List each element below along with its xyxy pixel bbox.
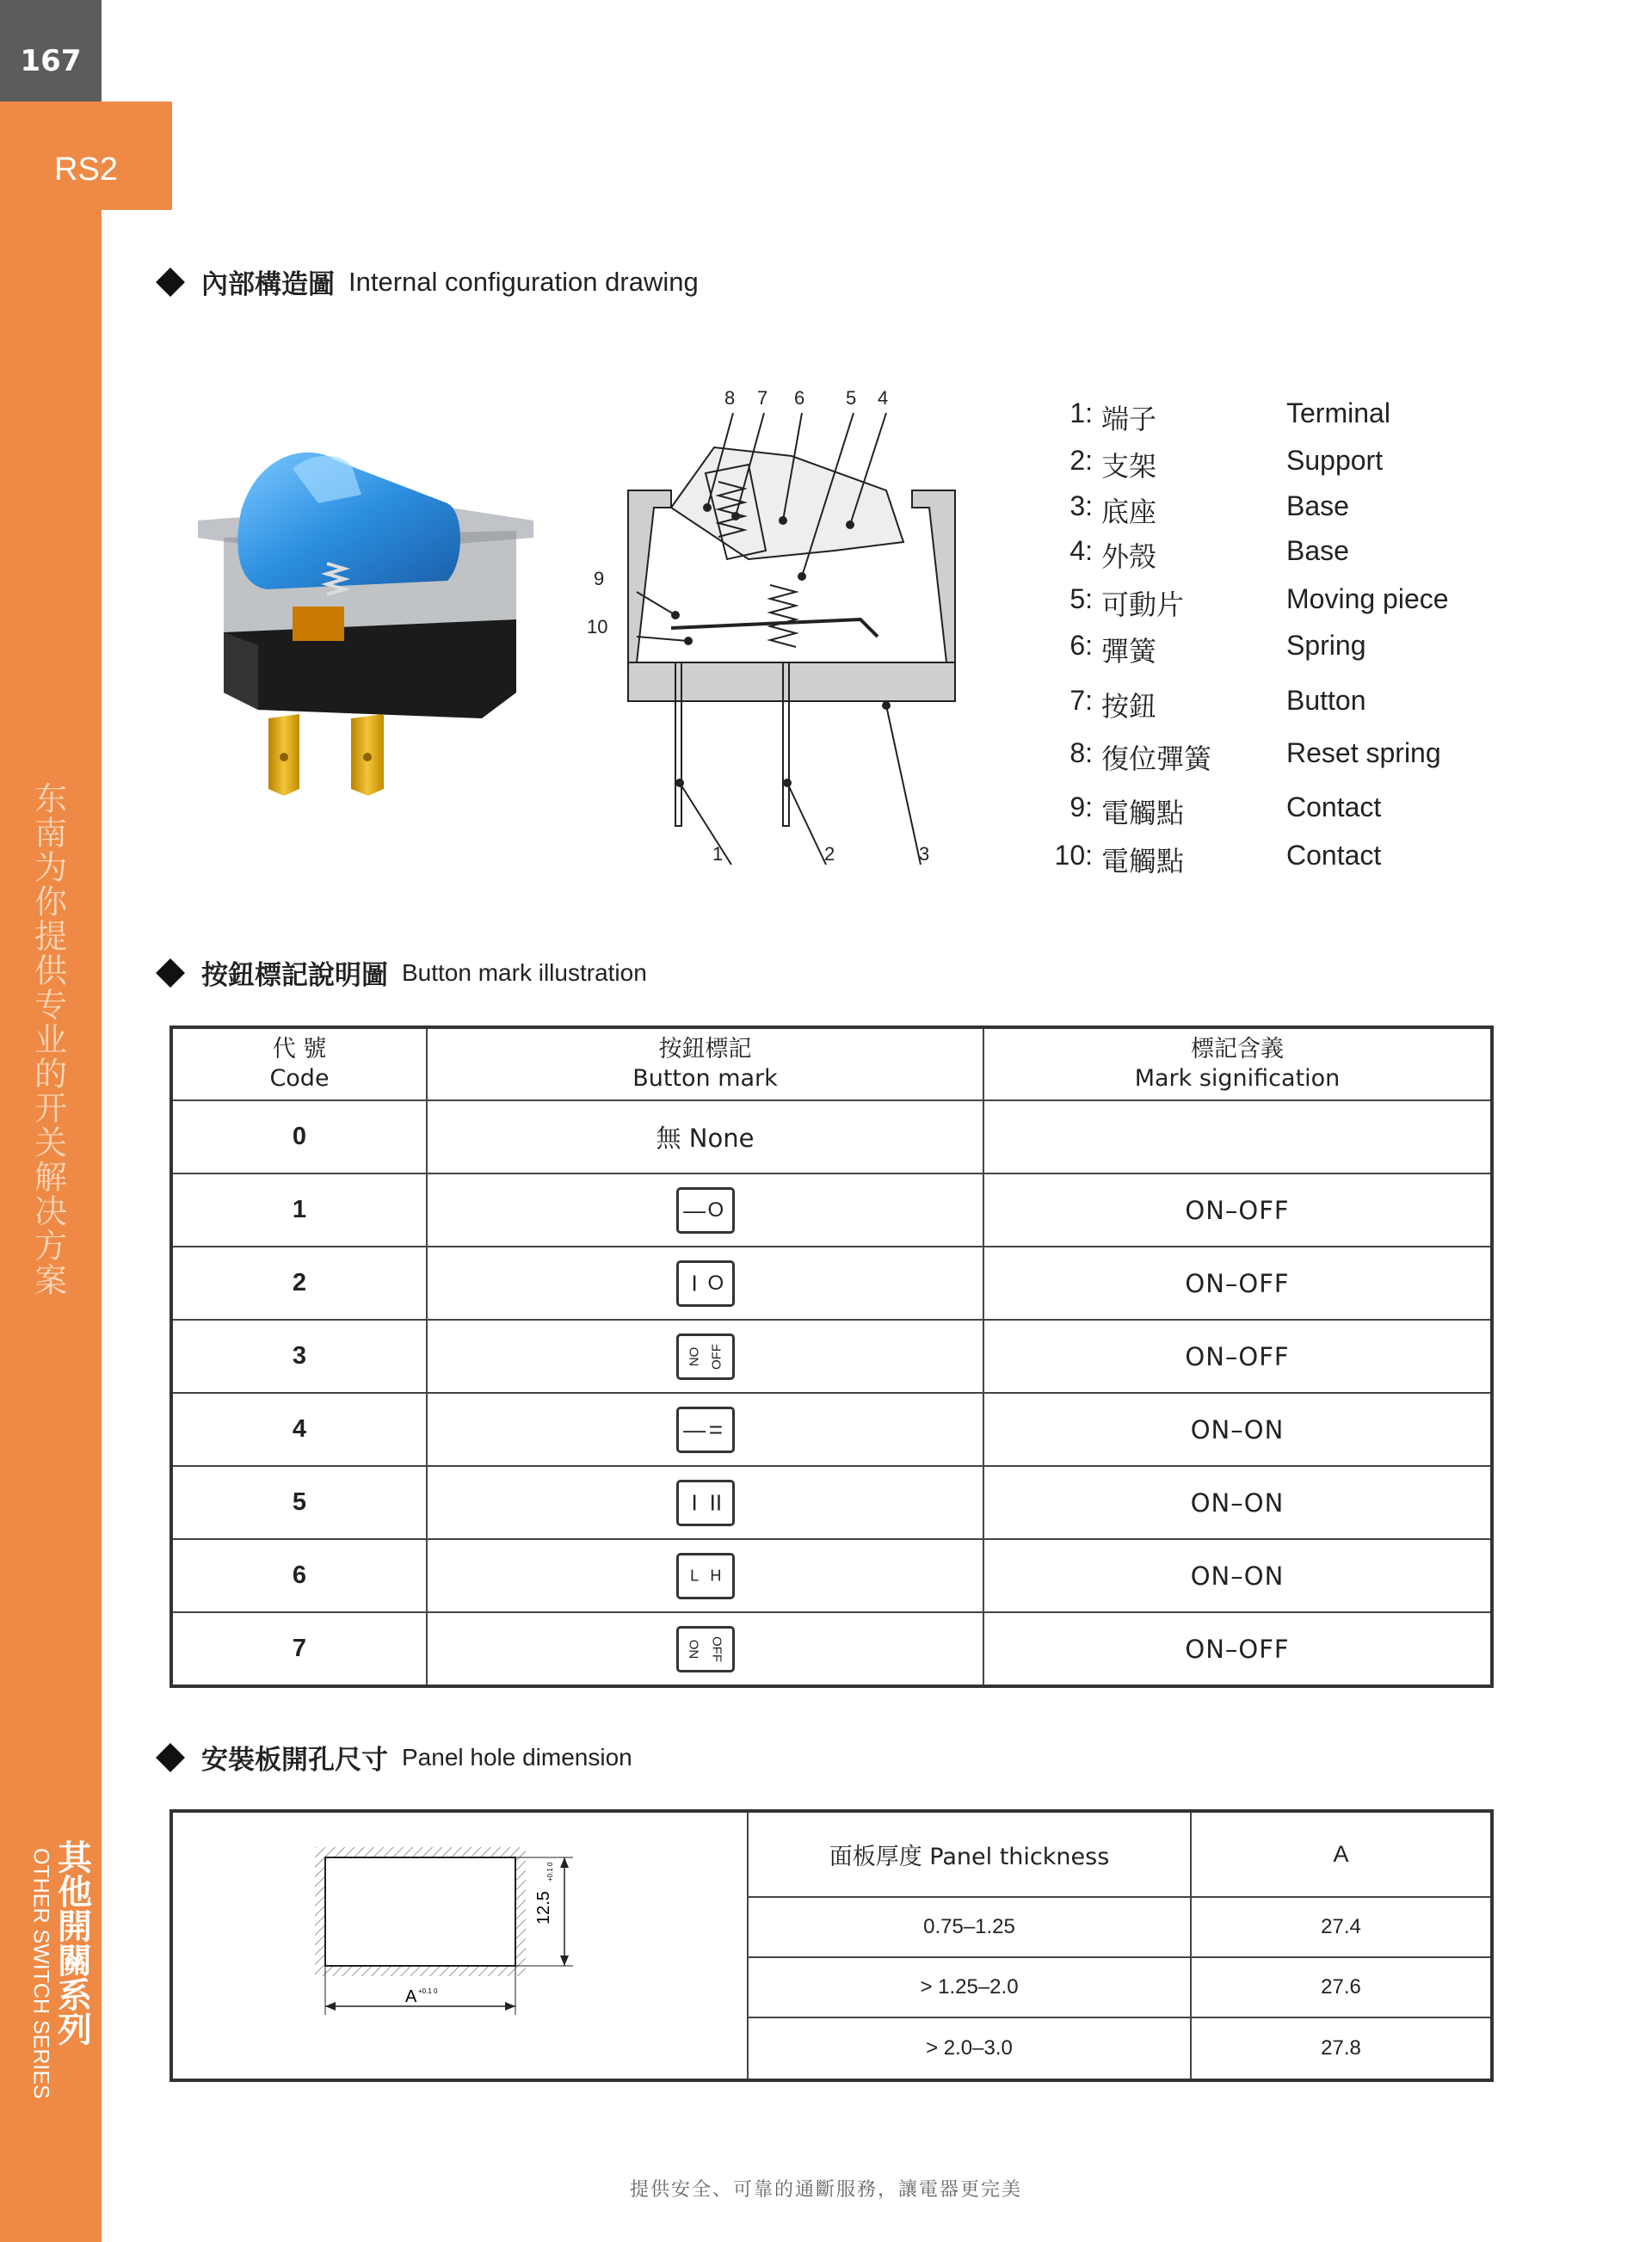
panel-hole-diagram xyxy=(315,1847,590,2045)
table-row: 4 — = ON–ON xyxy=(171,1393,1492,1466)
button-mark-table xyxy=(170,1026,1494,1688)
series-title-cn: 其他開關系列 xyxy=(52,1839,92,2046)
table-row: > 2.0–3.0 27.8 xyxy=(171,2017,1492,2080)
part-name-cn: 電觸點 xyxy=(1101,846,1185,877)
section-button-mark-title xyxy=(160,953,647,992)
button-mark-icon: — O xyxy=(676,1187,735,1234)
table-row: > 1.25–2.0 27.6 xyxy=(171,1957,1492,2017)
section-title-cn: 按鈕標記說明圖 xyxy=(201,960,388,991)
footer-tagline: 提供安全、可靠的通斷服務，讓電器更完美 xyxy=(629,2179,1022,2201)
part-name-cn: 可動片 xyxy=(1101,589,1185,620)
callout-8: 8 xyxy=(724,387,736,409)
button-mark-icon: I II xyxy=(676,1480,735,1526)
part-number: 9: xyxy=(1069,791,1093,822)
table-row: 3 ON OFF ON–OFF xyxy=(171,1320,1492,1393)
part-number: 2: xyxy=(1069,445,1093,476)
header-a: A xyxy=(1191,1811,1492,1897)
callout-10: 10 xyxy=(587,616,608,637)
table-row: 2 I O ON–OFF xyxy=(171,1247,1492,1320)
section-title-cn: 內部構造圖 xyxy=(201,269,335,300)
diamond-bullet-icon xyxy=(156,1743,185,1772)
part-name-en: Contact xyxy=(1286,791,1382,822)
part-name-cn: 彈簧 xyxy=(1101,636,1157,667)
button-mark-icon: ON OFF xyxy=(676,1333,735,1380)
section-title-en: Internal configuration drawing xyxy=(348,266,699,297)
part-name-cn: 端子 xyxy=(1101,403,1157,434)
table-row: 6 L H ON–ON xyxy=(171,1539,1492,1612)
callout-1: 1 xyxy=(712,843,724,865)
page-number: 167 xyxy=(20,44,82,78)
table-row: 5 I II ON–ON xyxy=(171,1466,1492,1539)
table-header-row xyxy=(171,1027,1492,1100)
part-number: 5: xyxy=(1069,583,1093,614)
section-title-en: Panel hole dimension xyxy=(402,1743,632,1771)
part-number: 8: xyxy=(1069,737,1093,768)
parts-legend xyxy=(1032,389,1514,888)
table-row: 1 — O ON–OFF xyxy=(171,1173,1492,1247)
button-mark-icon: ON OFF xyxy=(676,1626,735,1672)
part-name-cn: 支架 xyxy=(1101,451,1157,482)
part-number: 4: xyxy=(1069,535,1093,566)
hole-height-label: 12.5 xyxy=(534,1891,553,1925)
switch-3d-render xyxy=(189,434,551,796)
header-panel-thickness: 面板厚度 Panel thickness xyxy=(748,1811,1191,1897)
part-name-en: Support xyxy=(1286,445,1384,476)
section-internal-title xyxy=(160,262,699,301)
callout-2: 2 xyxy=(824,843,835,865)
table-header-row xyxy=(171,1811,1492,1897)
section-title-en: Button mark illustration xyxy=(402,958,647,986)
button-mark-icon: I O xyxy=(676,1260,735,1307)
panel-hole-diagram-cell xyxy=(171,1811,748,2080)
internal-section-drawing xyxy=(576,379,1007,878)
part-number: 6: xyxy=(1069,630,1093,661)
part-name-cn: 復位彈簧 xyxy=(1101,743,1212,774)
section-panel-hole-title xyxy=(160,1738,632,1777)
hole-height-tolerance: +0.1 0 xyxy=(546,1862,554,1882)
table-row: 0 無 None xyxy=(171,1100,1492,1173)
callout-5: 5 xyxy=(846,387,857,409)
button-mark-icon: L H xyxy=(676,1553,735,1599)
table-row: 0.75–1.25 27.4 xyxy=(171,1897,1492,1957)
panel-hole-table xyxy=(170,1809,1494,2082)
model-code: RS2 xyxy=(54,151,118,188)
section-title-cn: 安裝板開孔尺寸 xyxy=(201,1745,388,1776)
header-mark-signification: 標記含義 Mark signification xyxy=(983,1027,1492,1100)
callout-4: 4 xyxy=(878,387,889,409)
sidebar-slogan: 东南为你提供专业的开关解决方案 xyxy=(28,781,67,1297)
callout-6: 6 xyxy=(794,387,805,409)
part-name-en: Base xyxy=(1286,535,1349,566)
callout-7: 7 xyxy=(757,387,768,409)
part-name-en: Moving piece xyxy=(1286,583,1449,614)
part-number: 7: xyxy=(1069,685,1093,716)
part-number: 1: xyxy=(1069,397,1093,428)
part-name-en: Reset spring xyxy=(1286,737,1441,768)
table-row: 7 ON OFF ON–OFF xyxy=(171,1612,1492,1686)
button-mark-icon: — = xyxy=(676,1407,735,1453)
hole-width-tolerance: +0.1 0 xyxy=(418,1987,438,1995)
callout-3: 3 xyxy=(919,843,930,865)
header-code: 代 號 Code xyxy=(171,1027,427,1100)
part-number: 10: xyxy=(1054,840,1093,871)
part-number: 3: xyxy=(1069,490,1093,521)
part-name-en: Base xyxy=(1286,490,1349,521)
part-name-cn: 底座 xyxy=(1101,496,1157,527)
callout-9: 9 xyxy=(594,568,605,589)
part-name-en: Button xyxy=(1286,685,1366,716)
hole-width-label: A xyxy=(405,1987,417,2006)
diamond-bullet-icon xyxy=(156,958,185,988)
part-name-cn: 按鈕 xyxy=(1101,691,1157,722)
part-name-cn: 外殼 xyxy=(1101,541,1157,572)
part-name-cn: 電觸點 xyxy=(1101,798,1185,828)
part-name-en: Contact xyxy=(1286,840,1382,871)
header-button-mark: 按鈕標記 Button mark xyxy=(427,1027,983,1100)
part-name-en: Terminal xyxy=(1286,397,1390,428)
part-name-en: Spring xyxy=(1286,630,1366,661)
series-title-en: OTHER SWITCH SERIES xyxy=(28,1848,53,2099)
diamond-bullet-icon xyxy=(156,268,185,297)
